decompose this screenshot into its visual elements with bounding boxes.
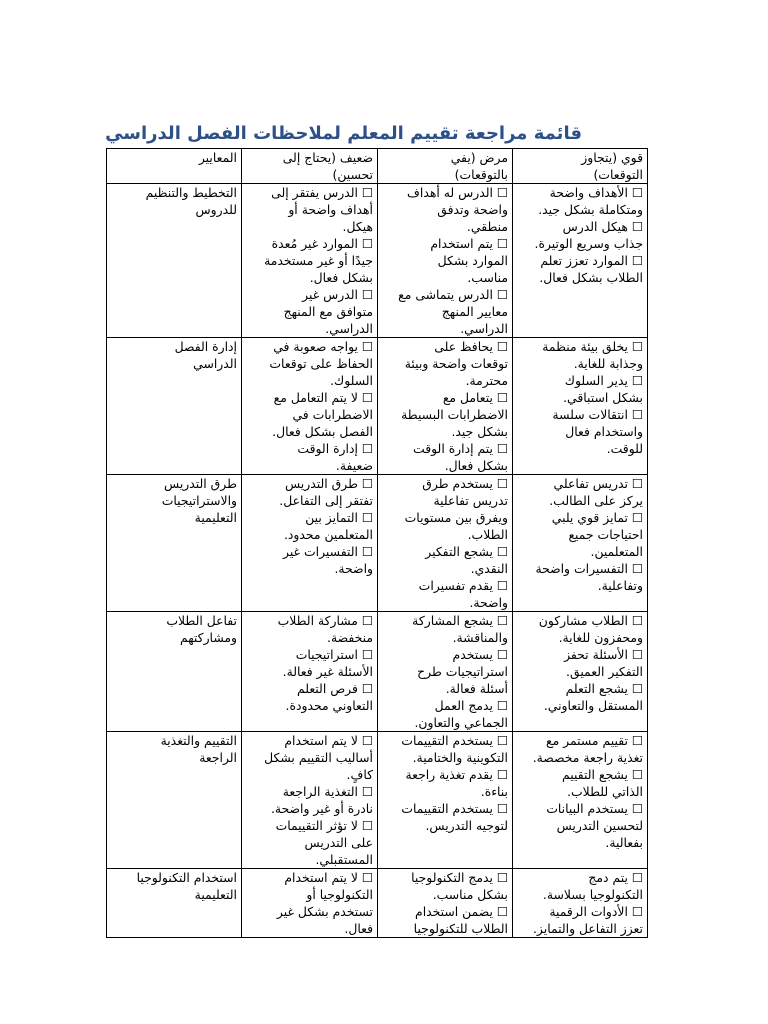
header-criteria: المعايير [107, 149, 242, 184]
table-row [107, 475, 648, 612]
table-row [107, 184, 648, 338]
satisfactory-cell: ☐ يستخدم طرق تدريس تفاعلية ويفرق بين مستويات الطلاب. ☐ يشجع التفكير النقدي. ☐ يقدم تفسيرات واضحة. [378, 475, 513, 612]
satisfactory-cell: ☐ يستخدم التقييمات التكوينية والختامية. ☐ يقدم تغذية راجعة بناءة. ☐ يستخدم التقييمات لتوجيه التدريس. [378, 732, 513, 869]
weak-cell: ☐ طرق التدريس تفتقر إلى التفاعل. ☐ التمايز بين المتعلمين محدود. ☐ التفسيرات غير واضحة. [242, 475, 378, 612]
strong-cell: ☐ الأهداف واضحة ومتكاملة بشكل جيد. ☐ هيكل الدرس جذاب وسريع الوتيرة. ☐ الموارد تعزز تعلم الطلاب بشكل فعال. [513, 184, 648, 338]
weak-cell: ☐ مشاركة الطلاب منخفضة. ☐ استراتيجيات الأسئلة غير فعالة. ☐ فرص التعلم التعاوني محدودة. [242, 612, 378, 732]
criteria-cell: استخدام التكنولوجيا التعليمية [107, 869, 242, 938]
rubric-table [106, 148, 648, 938]
header-strong: قوي (يتجاوز التوقعات) [513, 149, 648, 184]
header-satisfactory: مرض (يفي بالتوقعات) [378, 149, 513, 184]
weak-cell: ☐ الدرس يفتقر إلى أهداف واضحة أو هيكل. ☐ الموارد غير مُعدة جيدًا أو غير مستخدمة بشكل فعال. ☐ الدرس غير متوافق مع المنهج الدراسي. [242, 184, 378, 338]
document-title: قائمة مراجعة تقييم المعلم لملاحظات الفصل الدراسي [105, 123, 582, 144]
strong-cell: ☐ تقييم مستمر مع تغذية راجعة مخصصة. ☐ يشجع التقييم الذاتي للطلاب. ☐ يستخدم البيانات لتحسين التدريس بفعالية. [513, 732, 648, 869]
satisfactory-cell: ☐ يحافظ على توقعات واضحة وبيئة محترمة. ☐ يتعامل مع الاضطرابات البسيطة بشكل جيد. ☐ يتم إدارة الوقت بشكل فعال. [378, 338, 513, 475]
satisfactory-cell: ☐ يدمج التكنولوجيا بشكل مناسب. ☐ يضمن استخدام الطلاب للتكنولوجيا [378, 869, 513, 938]
strong-cell: ☐ يخلق بيئة منظمة وجذابة للغاية. ☐ يدير السلوك بشكل استباقي. ☐ انتقالات سلسة واستخدام فعال للوقت. [513, 338, 648, 475]
table-row [107, 612, 648, 732]
strong-cell: ☐ يتم دمج التكنولوجيا بسلاسة. ☐ الأدوات الرقمية تعزز التفاعل والتمايز. [513, 869, 648, 938]
criteria-cell: التخطيط والتنظيم للدروس [107, 184, 242, 338]
weak-cell: ☐ يواجه صعوبة في الحفاظ على توقعات السلوك. ☐ لا يتم التعامل مع الاضطرابات في الفصل بشكل فعال. ☐ إدارة الوقت ضعيفة. [242, 338, 378, 475]
criteria-cell: التقييم والتغذية الراجعة [107, 732, 242, 869]
satisfactory-cell: ☐ الدرس له أهداف واضحة وتدفق منطقي. ☐ يتم استخدام الموارد بشكل مناسب. ☐ الدرس يتماشى مع معايير المنهج الدراسي. [378, 184, 513, 338]
table-header-row [107, 149, 648, 184]
table-row [107, 338, 648, 475]
weak-cell: ☐ لا يتم استخدام التكنولوجيا أو تستخدم بشكل غير فعال. [242, 869, 378, 938]
strong-cell: ☐ تدريس تفاعلي يركز على الطالب. ☐ تمايز قوي يلبي احتياجات جميع المتعلمين. ☐ التفسيرات واضحة وتفاعلية. [513, 475, 648, 612]
header-weak: ضعيف (يحتاج إلى تحسين) [242, 149, 378, 184]
criteria-cell: تفاعل الطلاب ومشاركتهم [107, 612, 242, 732]
satisfactory-cell: ☐ يشجع المشاركة والمناقشة. ☐ يستخدم استراتيجيات طرح أسئلة فعالة. ☐ يدمج العمل الجماعي والتعاون. [378, 612, 513, 732]
strong-cell: ☐ الطلاب مشاركون ومحفزون للغاية. ☐ الأسئلة تحفز التفكير العميق. ☐ يشجع التعلم المستقل والتعاوني. [513, 612, 648, 732]
weak-cell: ☐ لا يتم استخدام أساليب التقييم بشكل كافٍ. ☐ التغذية الراجعة نادرة أو غير واضحة. ☐ لا تؤثر التقييمات على التدريس المستقبلي. [242, 732, 378, 869]
criteria-cell: إدارة الفصل الدراسي [107, 338, 242, 475]
criteria-cell: طرق التدريس والاستراتيجيات التعليمية [107, 475, 242, 612]
table-row [107, 732, 648, 869]
table-row [107, 869, 648, 938]
